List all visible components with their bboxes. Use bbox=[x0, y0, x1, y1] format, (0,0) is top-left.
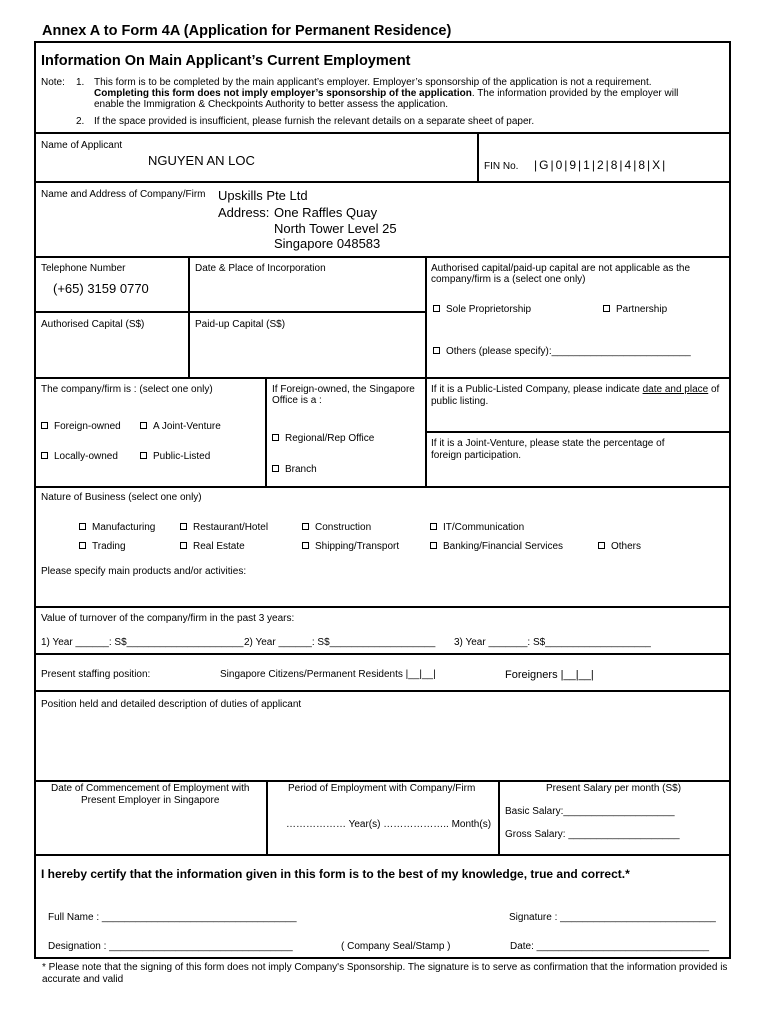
note-number-2: 2. bbox=[76, 116, 85, 127]
checkbox[interactable] bbox=[79, 523, 86, 530]
option-restaurant-hotel[interactable]: Restaurant/Hotel bbox=[180, 522, 268, 534]
option-sole-proprietorship[interactable]: Sole Proprietorship bbox=[433, 304, 531, 316]
checkbox[interactable] bbox=[302, 542, 309, 549]
note-line-4: If the space provided is insufficient, please furnish the relevant details on a separate sheet of paper. bbox=[94, 116, 535, 127]
checkbox[interactable] bbox=[79, 542, 86, 549]
note-line-2-bold: Completing this form does not imply employer’s sponsorship of the application bbox=[94, 88, 472, 99]
note-label: Note: bbox=[41, 77, 65, 88]
applicant-name-value[interactable]: NGUYEN AN LOC bbox=[148, 153, 255, 168]
telephone-value[interactable]: (+65) 3159 0770 bbox=[53, 281, 149, 296]
company-address-label: Address: bbox=[218, 205, 270, 220]
checkbox[interactable] bbox=[433, 347, 440, 354]
checkbox[interactable] bbox=[430, 523, 437, 530]
foreign-owned-line-1: If Foreign-owned, the Singapore bbox=[272, 384, 415, 395]
turnover-year-2[interactable]: 2) Year ______: S$___________________ bbox=[244, 637, 436, 648]
checkbox[interactable] bbox=[140, 452, 147, 459]
turnover-label: Value of turnover of the company/firm in the past 3 years: bbox=[41, 613, 295, 624]
business-label: Nature of Business (select one only) bbox=[41, 492, 202, 503]
option-real-estate[interactable]: Real Estate bbox=[180, 541, 245, 553]
company-name[interactable]: Upskills Pte Ltd bbox=[218, 188, 308, 203]
incorporation-label: Date & Place of Incorporation bbox=[195, 263, 326, 274]
checkbox[interactable] bbox=[433, 305, 440, 312]
checkbox[interactable] bbox=[302, 523, 309, 530]
salary-label: Present Salary per month (S$) bbox=[546, 783, 682, 794]
note-number-1: 1. bbox=[76, 77, 85, 88]
option-foreign-owned[interactable]: Foreign-owned bbox=[41, 421, 121, 433]
staffing-foreigners[interactable]: Foreigners |__|__| bbox=[505, 669, 594, 681]
option-shipping-transport[interactable]: Shipping/Transport bbox=[302, 541, 399, 553]
note-line-3: enable the Immigration & Checkpoints Authority to better assess the application. bbox=[94, 99, 449, 110]
option-construction[interactable]: Construction bbox=[302, 522, 371, 534]
checkbox[interactable] bbox=[430, 542, 437, 549]
period-value[interactable]: ……………… Year(s) ……………….. Month(s) bbox=[286, 819, 492, 830]
note-line-1: This form is to be completed by the main applicant’s employer. Employer’s sponsorship of the application is not a requirement. bbox=[94, 77, 652, 88]
paidup-capital-label: Paid-up Capital (S$) bbox=[195, 319, 286, 330]
gross-salary[interactable]: Gross Salary: ____________________ bbox=[505, 829, 680, 840]
turnover-year-3[interactable]: 3) Year _______: S$___________________ bbox=[454, 637, 651, 648]
public-listed-line-1: If it is a Public-Listed Company, please indicate date and place of bbox=[431, 384, 720, 395]
option-public-listed[interactable]: Public-Listed bbox=[140, 451, 210, 463]
period-label: Period of Employment with Company/Firm bbox=[288, 783, 476, 794]
note-line-2-rest: . The information provided by the employer will bbox=[471, 88, 679, 99]
option-locally-owned[interactable]: Locally-owned bbox=[41, 451, 118, 463]
company-address-line-3[interactable]: Singapore 048583 bbox=[274, 236, 381, 251]
joint-venture-line-2: foreign participation. bbox=[431, 450, 522, 461]
checkbox[interactable] bbox=[180, 523, 187, 530]
authorised-capital-label: Authorised Capital (S$) bbox=[41, 319, 145, 330]
signature-field[interactable]: Signature : ____________________________ bbox=[509, 912, 716, 923]
joint-venture-line-1: If it is a Joint-Venture, please state the percentage of bbox=[431, 438, 665, 449]
telephone-label: Telephone Number bbox=[41, 263, 126, 274]
form-title: Annex A to Form 4A (Application for Permanent Residence) bbox=[42, 23, 452, 39]
option-others-capital[interactable]: Others (please specify):_________________________ bbox=[433, 346, 691, 358]
option-others-business[interactable]: Others bbox=[598, 541, 641, 553]
company-address-line-1[interactable]: One Raffles Quay bbox=[274, 205, 378, 220]
position-label: Position held and detailed description of duties of applicant bbox=[41, 699, 302, 710]
basic-salary[interactable]: Basic Salary:____________________ bbox=[505, 806, 675, 817]
staffing-citizens[interactable]: Singapore Citizens/Permanent Residents |__|__| bbox=[220, 669, 436, 680]
option-trading[interactable]: Trading bbox=[79, 541, 126, 553]
option-partnership[interactable]: Partnership bbox=[603, 304, 667, 316]
checkbox[interactable] bbox=[140, 422, 147, 429]
public-listed-line-2: public listing. bbox=[431, 396, 489, 407]
option-branch[interactable]: Branch bbox=[272, 464, 317, 476]
option-regional-office[interactable]: Regional/Rep Office bbox=[272, 433, 374, 445]
applicant-name-label: Name of Applicant bbox=[41, 140, 123, 151]
footnote-line-2: accurate and valid bbox=[42, 974, 124, 985]
commencement-line-1: Date of Commencement of Employment with bbox=[51, 783, 250, 794]
commencement-line-2: Present Employer in Singapore bbox=[81, 795, 220, 806]
company-seal-label: ( Company Seal/Stamp ) bbox=[341, 941, 451, 952]
company-address-line-2[interactable]: North Tower Level 25 bbox=[274, 221, 397, 236]
checkbox[interactable] bbox=[41, 422, 48, 429]
section-title: Information On Main Applicant’s Current Employment bbox=[41, 53, 411, 69]
note-line-2 bbox=[94, 88, 678, 100]
checkbox[interactable] bbox=[41, 452, 48, 459]
form-frame bbox=[34, 41, 731, 959]
company-label: Name and Address of Company/Firm bbox=[41, 189, 206, 200]
business-specify-label: Please specify main products and/or activities: bbox=[41, 566, 247, 577]
turnover-year-1[interactable]: 1) Year ______: S$_____________________ bbox=[41, 637, 244, 648]
full-name-field[interactable]: Full Name : ___________________________________ bbox=[48, 912, 297, 923]
fin-value[interactable]: |G|0|9|1|2|8|4|8|X| bbox=[534, 158, 668, 172]
option-manufacturing[interactable]: Manufacturing bbox=[79, 522, 155, 534]
capital-note-line-2: company/firm is a (select one only) bbox=[431, 274, 586, 285]
company-type-label: The company/firm is : (select one only) bbox=[41, 384, 213, 395]
option-it-communication[interactable]: IT/Communication bbox=[430, 522, 524, 534]
foreign-owned-line-2: Office is a : bbox=[272, 395, 322, 406]
checkbox[interactable] bbox=[180, 542, 187, 549]
checkbox[interactable] bbox=[603, 305, 610, 312]
certification-statement: I hereby certify that the information given in this form is to the best of my knowledge, true and correct.* bbox=[41, 867, 630, 881]
fin-label: FIN No. bbox=[484, 161, 519, 172]
staffing-label: Present staffing position: bbox=[41, 669, 151, 680]
checkbox[interactable] bbox=[598, 542, 605, 549]
date-field[interactable]: Date: _______________________________ bbox=[510, 941, 710, 952]
footnote-line-1: * Please note that the signing of this form does not imply Company's Sponsorship. The signature is to serve as confirmation that the information provided is bbox=[42, 962, 728, 973]
designation-field[interactable]: Designation : _________________________________ bbox=[48, 941, 293, 952]
checkbox[interactable] bbox=[272, 465, 279, 472]
capital-note-line-1: Authorised capital/paid-up capital are not applicable as the bbox=[431, 263, 691, 274]
option-joint-venture[interactable]: A Joint-Venture bbox=[140, 421, 221, 433]
option-banking-financial[interactable]: Banking/Financial Services bbox=[430, 541, 563, 553]
checkbox[interactable] bbox=[272, 434, 279, 441]
